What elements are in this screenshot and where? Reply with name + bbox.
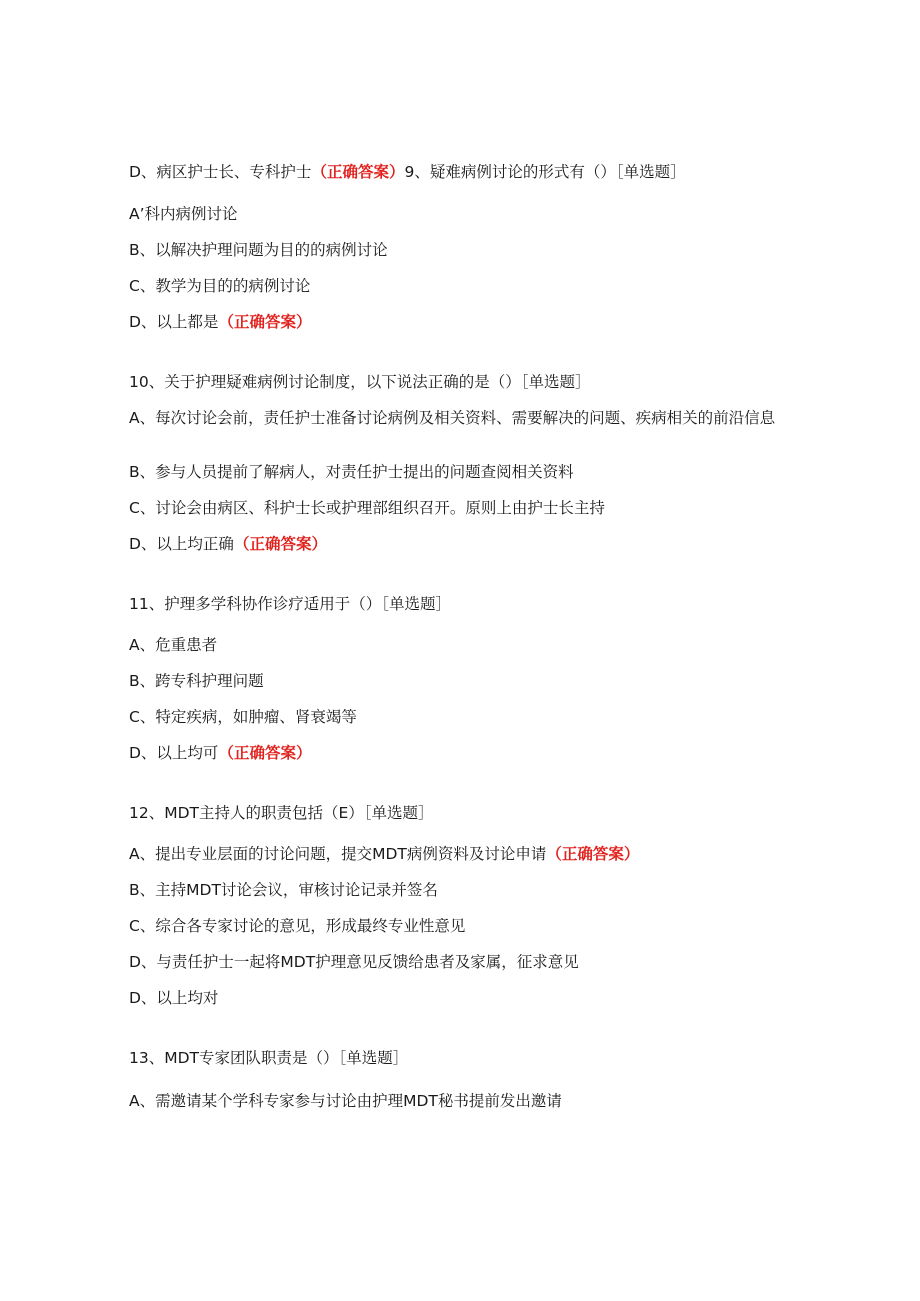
- q11-option-c: C、特定疾病，如肿瘤、肾衰竭等: [129, 708, 357, 726]
- q12-option-a: [129, 843, 639, 865]
- q9-option-b: B、以解决护理问题为目的的病例讨论: [129, 241, 388, 259]
- q10-option-c: C、讨论会由病区、科护士长或护理部组织召开。原则上由护士长主持: [129, 499, 605, 517]
- q9-option-a: A’科内病例讨论: [129, 205, 238, 223]
- option-text: D、病区护士长、专科护士: [129, 163, 312, 181]
- q11-option-b: B、跨专科护理问题: [129, 672, 264, 690]
- question-text: 9、疑难病例讨论的形式有（）［单选题］: [404, 163, 686, 181]
- correct-answer-marker: （正确答案）: [218, 313, 312, 331]
- q9-option-c: C、教学为目的的病例讨论: [129, 277, 311, 295]
- q11-option-d: [129, 742, 311, 764]
- option-text: A、提出专业层面的讨论问题，提交MDT病例资料及讨论申请: [129, 845, 547, 863]
- q13-option-a: A、需邀请某个学科专家参与讨论由护理MDT秘书提前发出邀请: [129, 1092, 562, 1110]
- q12-option-c: C、综合各专家讨论的意见，形成最终专业性意见: [129, 917, 466, 935]
- option-text: D、以上都是: [129, 313, 219, 331]
- q12-question: 12、MDT主持人的职责包括（E）［单选题］: [129, 804, 434, 822]
- option-text: D、以上均正确: [129, 535, 234, 553]
- q11-option-a: A、危重患者: [129, 636, 218, 654]
- q12-option-b: B、主持MDT讨论会议，审核讨论记录并签名: [129, 881, 438, 899]
- q10-option-a: A、每次讨论会前，责任护士准备讨论病例及相关资料、需要解决的问题、疾病相关的前沿信息: [129, 409, 776, 427]
- correct-answer-marker: （正确答案）: [546, 845, 640, 863]
- correct-answer-marker: （正确答案）: [218, 744, 312, 762]
- q12-option-e: D、以上均对: [129, 989, 219, 1007]
- q12-option-d: D、与责任护士一起将MDT护理意见反馈给患者及家属，征求意见: [129, 953, 579, 971]
- q10-option-b: B、参与人员提前了解病人，对责任护士提出的问题查阅相关资料: [129, 463, 574, 481]
- correct-answer-marker: （正确答案）: [233, 535, 327, 553]
- q13-question: 13、MDT专家团队职责是（）［单选题］: [129, 1049, 409, 1067]
- q9-option-d: [129, 311, 311, 333]
- q10-option-d: [129, 533, 327, 555]
- option-text: D、以上均可: [129, 744, 219, 762]
- q10-question: 10、关于护理疑难病例讨论制度，以下说法正确的是（）［单选题］: [129, 373, 591, 391]
- q11-question: 11、护理多学科协作诊疗适用于（）［单选题］: [129, 595, 451, 613]
- q8-option-d-and-q9-question: [129, 161, 686, 183]
- correct-answer-marker: （正确答案）: [311, 163, 405, 181]
